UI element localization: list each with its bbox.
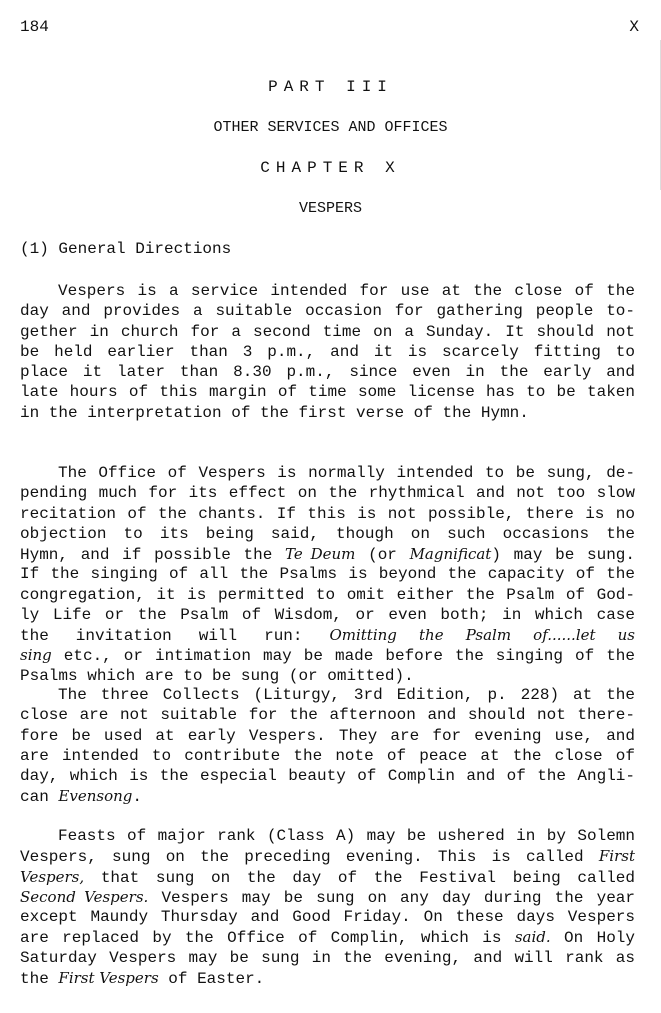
text-line — [20, 887, 635, 907]
text-run: etc., or intimation may be made before the singing of the — [51, 647, 635, 666]
chapter-number: X — [629, 18, 639, 36]
italic-text: Te Deum — [285, 545, 356, 563]
part-heading: PART III — [268, 78, 393, 96]
text-run: day and provides a suitable occasion for gathering people to- — [20, 302, 635, 321]
chapter-heading: CHAPTER X — [260, 159, 401, 177]
italic-text: Omitting the Psalm of......let us — [329, 626, 635, 644]
text-run: On Holy — [550, 929, 636, 948]
paragraph — [20, 685, 635, 807]
text-run: that sung on the day of the Festival being called — [84, 868, 635, 887]
text-line — [20, 322, 635, 342]
page-title: VESPERS — [298, 200, 362, 217]
text-run: ) may be sung. — [491, 546, 635, 564]
italic-text: Vespers, — [20, 867, 85, 886]
text-run: objection to its being said, though on such occasions the — [20, 524, 635, 543]
text-line — [20, 564, 635, 584]
text-run: ly Life or the Psalm of Wisdom, or even both; in which case — [20, 605, 635, 624]
text-run: close are not suitable for the afternoon and should not there- — [20, 706, 635, 725]
text-line — [20, 544, 635, 564]
text-line — [20, 463, 635, 483]
text-run: pending much for its effect on the rhythmical and not too slow — [20, 484, 635, 503]
paragraph — [20, 826, 635, 988]
page-number: 184 — [20, 18, 49, 36]
italic-text: First — [598, 847, 635, 866]
text-run: Vespers is a service intended for use at the close of the — [58, 282, 635, 300]
text-line — [20, 281, 635, 301]
text-run: late hours of this margin of time some license has to be taken — [20, 383, 635, 402]
text-line — [20, 342, 635, 362]
text-run: recitation of the chants. If this is not possible, there is no — [20, 504, 635, 523]
text-line — [20, 382, 635, 402]
text-run: the — [20, 969, 59, 988]
text-run: are intended to contribute the note of peace at the close of — [20, 746, 635, 765]
text-line — [20, 907, 635, 927]
text-line — [20, 948, 635, 968]
italic-text: said. — [514, 928, 551, 947]
text-run: Psalms which are to be sung (or omitted). — [20, 666, 414, 685]
text-run: day, which is the especial beauty of Complin and of the Angli- — [20, 767, 635, 785]
text-run: are replaced by the Office of Complin, which is — [20, 929, 515, 948]
text-run: The three Collects (Liturgy, 3rd Edition, p. 228) at the — [58, 686, 635, 704]
text-line — [20, 786, 635, 806]
text-line — [20, 301, 635, 321]
text-line — [20, 645, 635, 665]
italic-text: Second Vespers. — [20, 887, 149, 906]
text-run: congregation, it is permitted to omit either the Psalm of God- — [20, 585, 635, 604]
italic-text: Evensong — [58, 787, 133, 806]
text-line — [20, 362, 635, 382]
text-line — [20, 927, 635, 947]
text-run: Saturday Vespers may be sung in the evening, and will rank as — [20, 948, 635, 967]
italic-text: Magnificat — [409, 545, 492, 563]
text-run: Vespers may be sung on any day during the year — [148, 888, 635, 907]
text-run: gether in church for a second time on a Sunday. It should not — [20, 322, 635, 341]
text-line — [20, 846, 635, 866]
italic-text: sing — [20, 646, 52, 665]
text-run: . — [132, 788, 142, 807]
text-line — [20, 666, 635, 686]
text-run: except Maundy Thursday and Good Friday. On these days Vespers — [20, 908, 635, 926]
text-run: (or — [355, 546, 410, 564]
section-heading: OTHER SERVICES AND OFFICES — [213, 119, 448, 136]
text-line — [20, 968, 635, 988]
text-line — [20, 585, 635, 605]
text-line — [20, 504, 635, 524]
text-line — [20, 766, 635, 786]
text-line — [20, 625, 635, 645]
text-run: in the interpretation of the first verse of the Hymn. — [20, 403, 529, 422]
text-line — [20, 524, 635, 544]
paragraph — [20, 281, 635, 423]
text-run: the invitation will run: — [20, 627, 330, 645]
text-line — [20, 605, 635, 625]
text-line — [20, 403, 635, 423]
text-run: of Easter. — [158, 969, 265, 988]
text-line — [20, 483, 635, 503]
text-run: The Office of Vespers is normally intended to be sung, de- — [58, 464, 635, 482]
paragraph — [20, 463, 635, 686]
text-run: Feasts of major rank (Class A) may be ushered in by Solemn — [58, 827, 635, 845]
text-line — [20, 826, 635, 846]
text-run: If the singing of all the Psalms is beyond the capacity of the — [20, 565, 635, 584]
text-line — [20, 746, 635, 766]
text-line — [20, 867, 635, 887]
text-line — [20, 685, 635, 705]
text-line — [20, 726, 635, 746]
italic-text: First Vespers — [58, 968, 159, 987]
text-run: can — [20, 788, 59, 807]
text-run: Hymn, and if possible the — [20, 546, 286, 564]
subheading: (1) General Directions — [20, 240, 232, 258]
text-run: place it later than 8.30 p.m., since even in the early and — [20, 363, 635, 381]
text-run: be held earlier than 3 p.m., and it is scarcely fitting to — [20, 342, 635, 361]
text-line — [20, 705, 635, 725]
text-run: fore be used at early Vespers. They are for evening use, and — [20, 726, 635, 745]
text-run: Vespers, sung on the preceding evening. This is called — [20, 848, 599, 867]
